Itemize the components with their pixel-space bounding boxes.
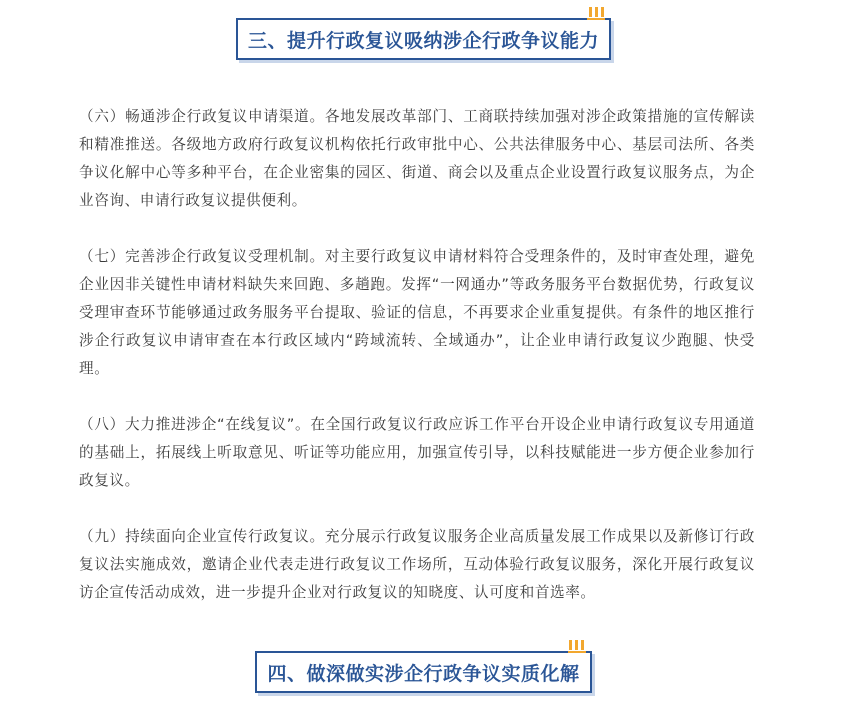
heading-decoration-icon bbox=[587, 7, 605, 20]
paragraph-6: （六）畅通涉企行政复议申请渠道。各地发展改革部门、工商联持续加强对涉企政策措施的宣传解读和精准推送。各级地方政府行政复议机构依托行政审批中心、公共法律服务中心、基层司法所、各类争议化解中心等多种平台，在企业密集的园区、街道、商会以及重点企业设置行政复议服务点，为企业咨询、申请行政复议提供便利。 bbox=[79, 108, 755, 209]
heading-decoration-icon bbox=[568, 640, 586, 653]
paragraph-7: （七）完善涉企行政复议受理机制。对主要行政复议申请材料符合受理条件的，及时审查处理，避免企业因非关键性申请材料缺失来回跑、多趟跑。发挥“一网通办”等政务服务平台数据优势，行政复议受理审查环节能够通过政务服务平台提取、验证的信息，不再要求企业重复提供。有条件的地区推行涉企行政复议申请审查在本行政区域内“跨域流转、全域通办”，让企业申请行政复议少跑腿、快受理。 bbox=[79, 248, 755, 377]
section-4-heading-wrap bbox=[0, 651, 847, 693]
paragraph-9: （九）持续面向企业宣传行政复议。充分展示行政复议服务企业高质量发展工作成果以及新修订行政复议法实施成效，邀请企业代表走进行政复议工作场所，互动体验行政复议服务，深化开展行政复议访企宣传活动成效，进一步提升企业对行政复议的知晓度、认可度和首选率。 bbox=[79, 528, 755, 601]
section-4-heading: 四、做深做实涉企行政争议实质化解 bbox=[267, 662, 580, 685]
section-3-heading: 三、提升行政复议吸纳涉企行政争议能力 bbox=[247, 29, 599, 52]
section-3-heading-wrap bbox=[0, 18, 847, 60]
section-4-heading-box bbox=[255, 651, 591, 693]
section-3-heading-box bbox=[236, 18, 611, 60]
paragraph-8: （八）大力推进涉企“在线复议”。在全国行政复议行政应诉工作平台开设企业申请行政复议专用通道的基础上，拓展线上听取意见、听证等功能应用，加强宣传引导，以科技赋能进一步方便企业参加行政复议。 bbox=[79, 416, 755, 489]
